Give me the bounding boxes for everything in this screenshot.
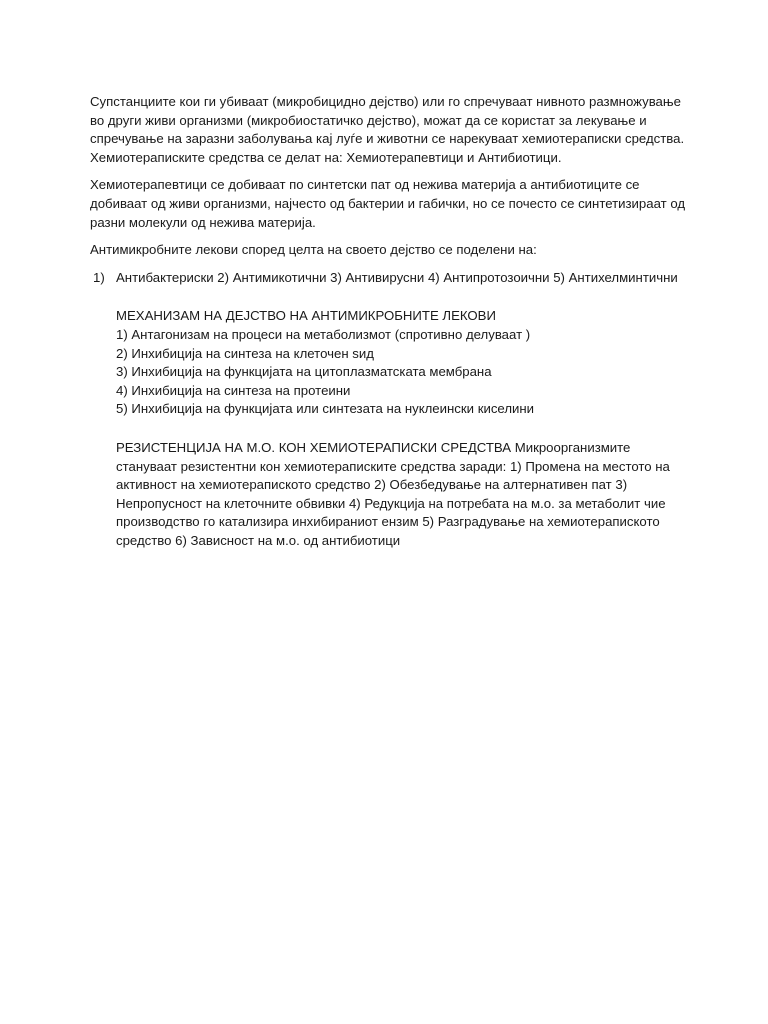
paragraph-intro: Супстанциите кои ги убиваат (микробицидно дејство) или го спречуваат нивното размножување во други живи организми (микробиостатичко дејство), можат да се користат за лекување и спречување на заразни заболувања кај луѓе и животни се нарекуваат хемиотераписки средства. Хемиотераписките средства се делат на: Хемиотерапевтици и Антибиотици. bbox=[90, 94, 685, 165]
mechanism-item: 2) Инхибиција на синтеза на клеточен ѕид bbox=[116, 345, 374, 361]
spacer bbox=[116, 287, 690, 307]
list-body bbox=[116, 269, 690, 551]
mechanism-heading: МЕХАНИЗАМ НА ДЕЈСТВО НА АНТИМИКРОБНИТЕ ЛЕКОВИ bbox=[116, 308, 496, 324]
mechanism-item: 1) Антагонизам на процеси на метаболизмот (спротивно делуваат ) bbox=[116, 326, 531, 342]
list-number: 1) bbox=[93, 269, 105, 285]
numbered-list bbox=[90, 269, 690, 551]
paragraph-classification: Антимикробните лекови според целта на своето дејство се поделени на: bbox=[90, 242, 537, 258]
mechanism-item: 3) Инхибиција на функцијата на цитоплазматската мембрана bbox=[116, 364, 492, 380]
paragraph-origin: Хемиотерапевтици се добиваат по синтетски пат од нежива материја а антибиотиците се добиваат од живи организми, најчесто од бактерии и габички, но се почесто се синтетизираат од разни молекули од нежива материја. bbox=[90, 177, 686, 230]
mechanism-item: 5) Инхибиција на функцијата или синтезата на нуклеински киселини bbox=[116, 401, 535, 417]
list-item-types: Антибактериски 2) Антимикотични 3) Антивирусни 4) Антипротозоични 5) Антихелминтични bbox=[116, 269, 678, 285]
spacer bbox=[116, 419, 690, 439]
mechanism-item: 4) Инхибиција на синтеза на протеини bbox=[116, 382, 351, 398]
document-body bbox=[90, 93, 690, 550]
resistance-paragraph: РЕЗИСТЕНЦИЈА НА М.О. КОН ХЕМИОТЕРАПИСКИ СРЕДСТВА Микроорганизмите стануваат резистентни кон хемиотераписките средства заради: 1) Промена на местото на активност на хемиотерапиското средство 2) Обезбедување на алтернативен пат 3) Непропусност на клеточните обвивки 4) Редукција на потребата на м.о. за метаболит чие производство го катализира инхибираниот ензим 5) Разградување на хемиотерапиското средство 6) Зависност на м.о. од антибиотици bbox=[116, 439, 670, 548]
